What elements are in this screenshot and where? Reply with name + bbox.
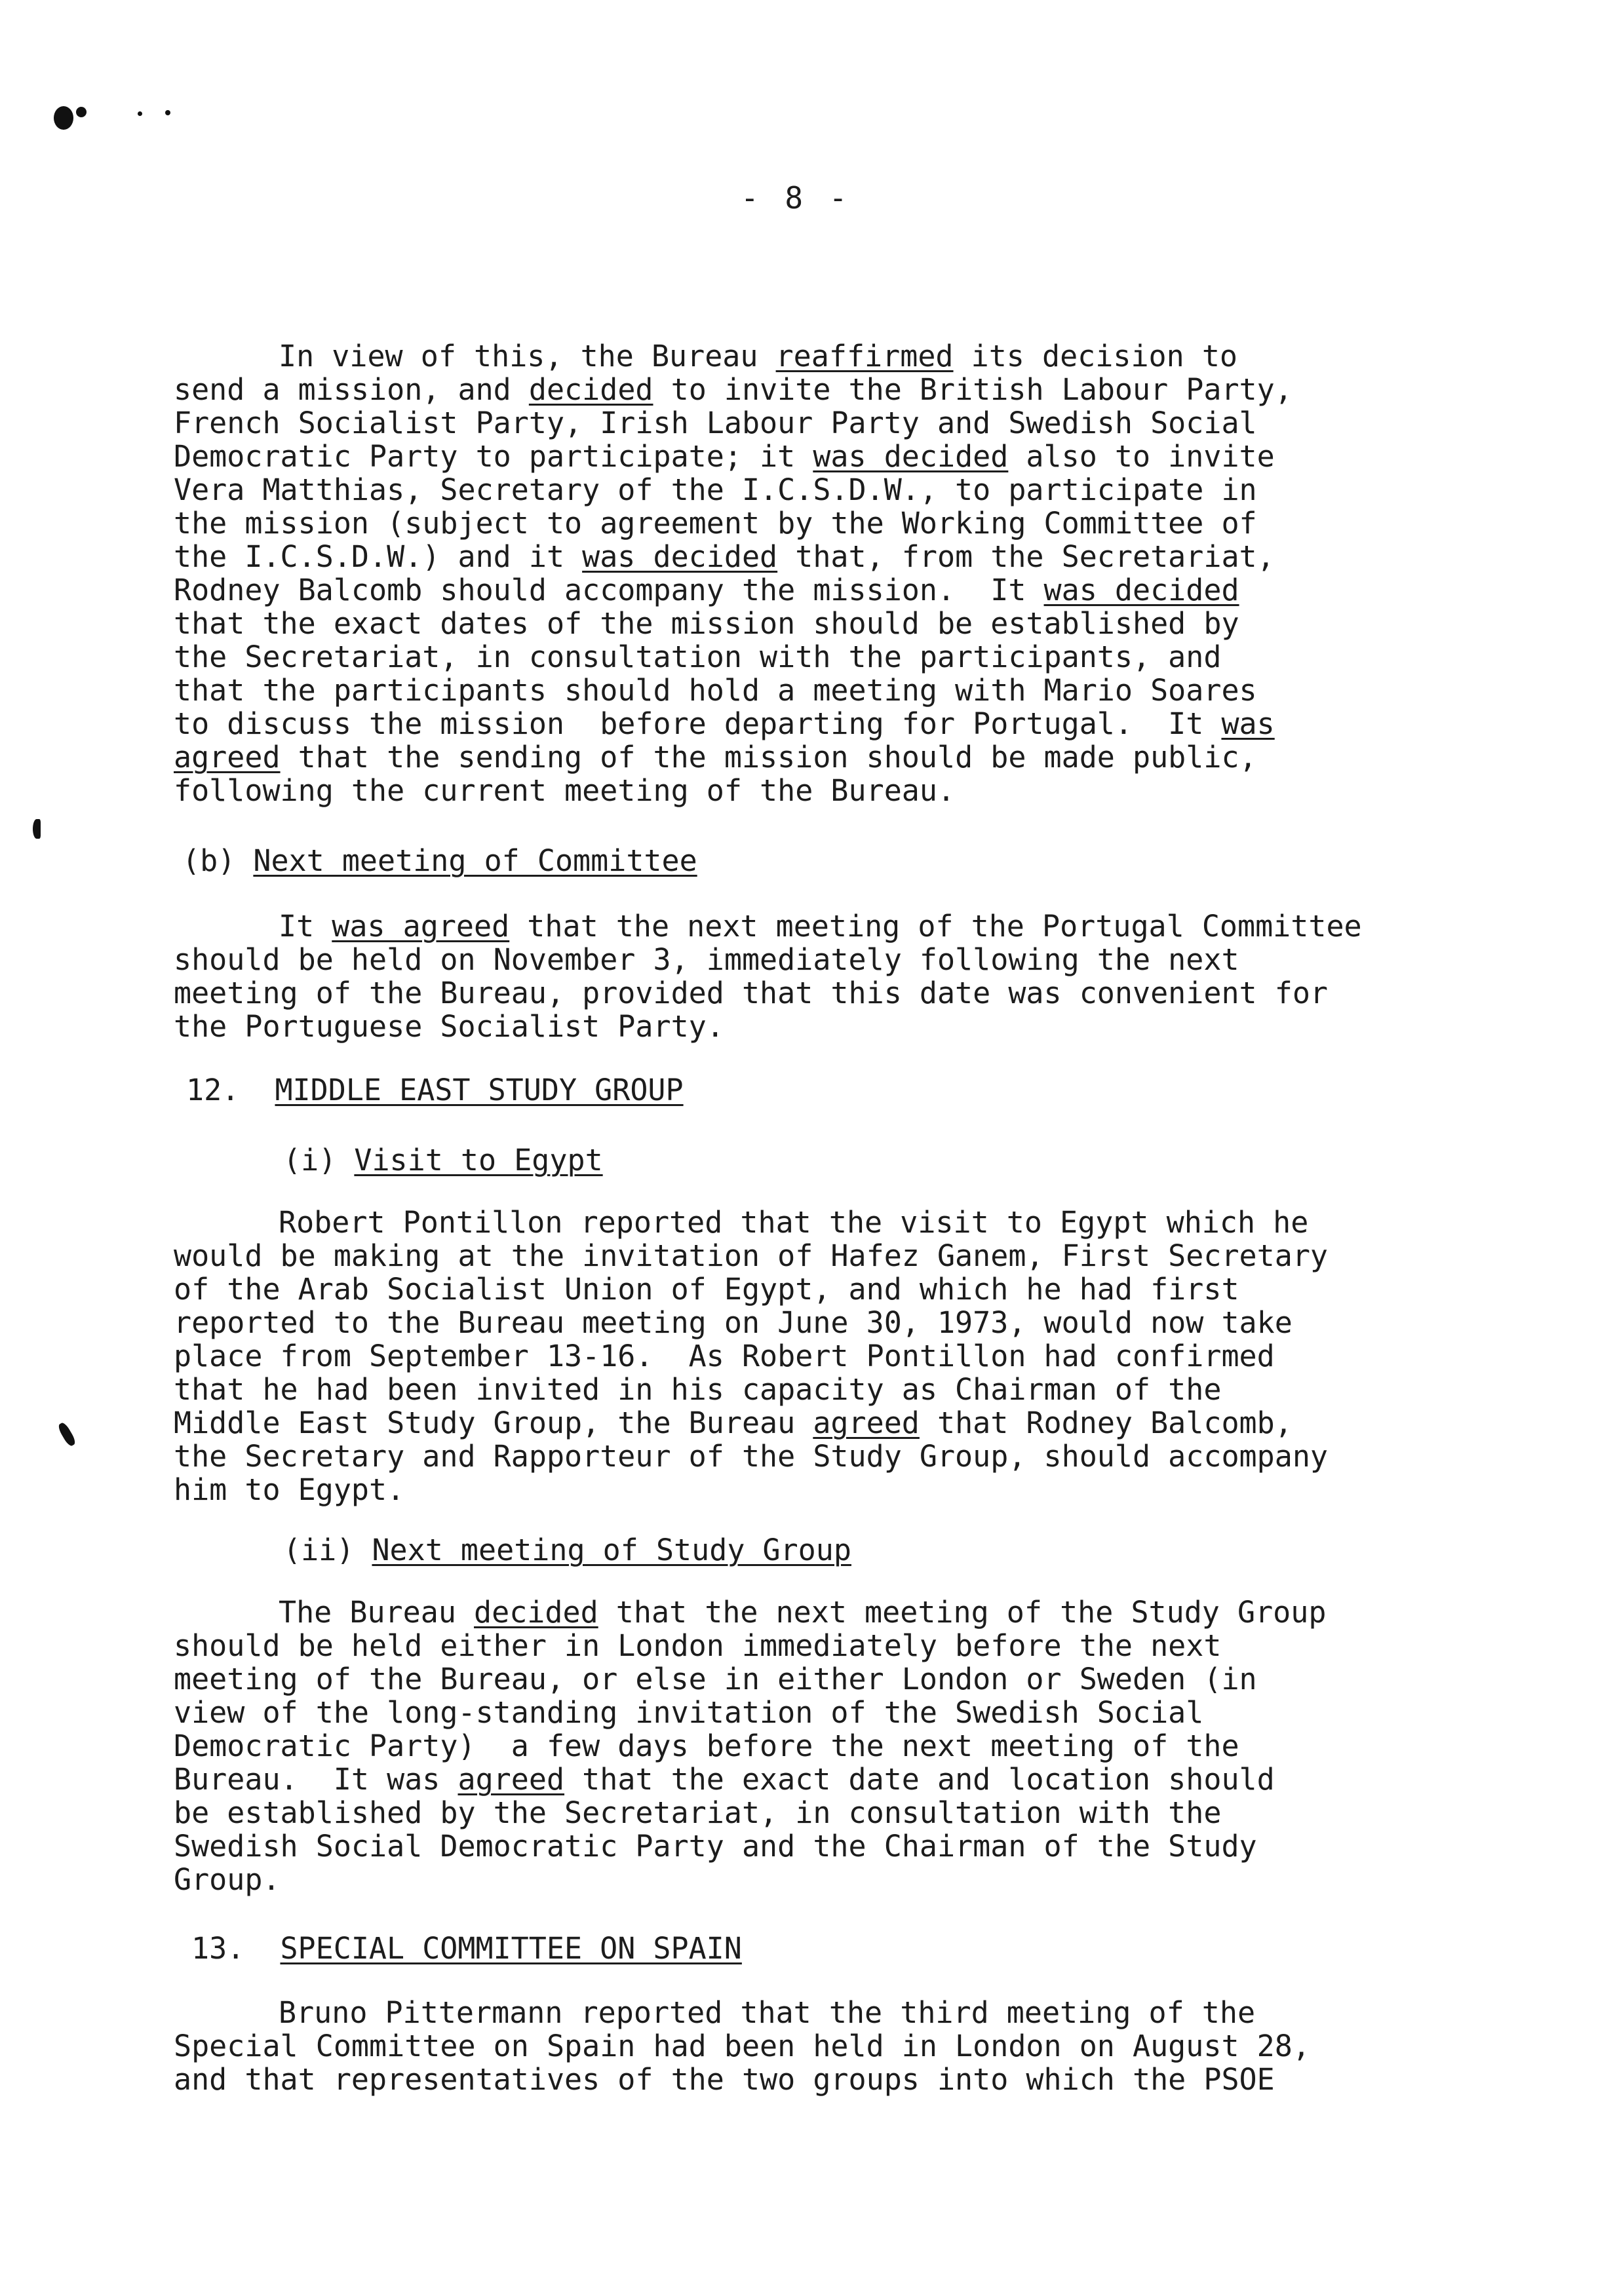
text-run: that he had been invited in his capacity as Chairman of the [174, 1372, 1222, 1407]
text-run: that, from the Secretariat, [777, 539, 1275, 574]
text-run: the I.C.S.D.W.) and it [174, 539, 583, 574]
text-line [174, 1996, 1485, 2029]
ink-speck-mark [165, 110, 170, 115]
text-run: Democratic Party) a few days before the next meeting of the [174, 1729, 1239, 1763]
underlined-text: Next meeting of Committee [253, 843, 697, 878]
underlined-text: agreed [457, 1762, 565, 1797]
paragraph-visit-to-egypt [174, 1206, 1485, 1506]
text-line [174, 1696, 1485, 1729]
text-run: The Bureau [279, 1595, 475, 1630]
text-line [174, 1763, 1485, 1796]
text-run: to invite the British Labour Party, [653, 372, 1293, 407]
text-line [174, 1339, 1485, 1373]
underlined-text: was decided [1043, 573, 1239, 607]
text-run: Robert Pontillon reported that the visit to Egypt which he [279, 1205, 1309, 1240]
text-line [174, 1863, 1485, 1896]
text-run: Group. [174, 1862, 281, 1897]
heading-middle-east-study-group [186, 1073, 684, 1107]
text-run: In view of this, the Bureau [279, 339, 776, 373]
text-line [174, 373, 1485, 406]
underlined-text: agreed [813, 1406, 920, 1440]
text-line [174, 674, 1485, 707]
text-run: the mission (subject to agreement by the Working Committee of [174, 506, 1257, 541]
underlined-text: was agreed [332, 909, 510, 944]
text-run: (i) [283, 1143, 355, 1177]
underlined-text: Visit to Egypt [354, 1143, 603, 1177]
paragraph-mission [174, 339, 1485, 807]
text-run: be established by the Secretariat, in consultation with the [174, 1795, 1222, 1830]
text-run: Vera Matthias, Secretary of the I.C.S.D.W., to participate in [174, 472, 1257, 507]
text-line [174, 1239, 1485, 1272]
text-run: that the exact dates of the mission should be established by [174, 606, 1239, 641]
page-number: - 8 - [741, 180, 851, 216]
text-line [174, 943, 1485, 976]
text-run: that the next meeting of the Study Group [598, 1595, 1327, 1630]
text-line [174, 339, 1485, 373]
text-run: that the participants should hold a meeting with Mario Soares [174, 673, 1257, 708]
underlined-text: SPECIAL COMMITTEE ON SPAIN [280, 1931, 742, 1966]
text-line [174, 1440, 1485, 1473]
text-run: send a mission, and [174, 372, 529, 407]
text-line [174, 640, 1485, 674]
text-run: place from September 13-16. As Robert Pontillon had confirmed [174, 1339, 1275, 1373]
underlined-text: was decided [813, 439, 1009, 474]
paragraph-study-group [174, 1596, 1485, 1896]
text-line [174, 1373, 1485, 1406]
paragraph-portugal-committee [174, 909, 1485, 1043]
underlined-text: reaffirmed [775, 339, 954, 373]
heading-visit-to-egypt [283, 1143, 603, 1177]
text-run: meeting of the Bureau, provided that this date was convenient for [174, 976, 1328, 1010]
text-line [174, 440, 1485, 473]
underlined-text: was [1221, 706, 1275, 741]
punch-hole-mark [33, 819, 41, 839]
underlined-text: Next meeting of Study Group [372, 1533, 851, 1567]
text-run: should be held either in London immediately before the next [174, 1628, 1222, 1663]
underlined-text: was decided [582, 539, 778, 574]
text-run: also to invite [1008, 439, 1275, 474]
underlined-text: decided [474, 1595, 598, 1630]
text-line [174, 1596, 1485, 1629]
heading-next-meeting-study-group [283, 1533, 851, 1567]
text-run: would be making at the invitation of Hafez Ganem, First Secretary [174, 1238, 1328, 1273]
text-run: to discuss the mission before departing for Portugal. It [174, 706, 1222, 741]
text-line [174, 1272, 1485, 1306]
text-run: Democratic Party to participate; it [174, 439, 813, 474]
text-line [174, 1829, 1485, 1863]
text-run: its decision to [953, 339, 1238, 373]
text-run: 12. [186, 1073, 275, 1107]
text-line [174, 2063, 1485, 2096]
text-line [174, 2029, 1485, 2063]
text-run: the Secretariat, in consultation with the participants, and [174, 640, 1222, 674]
text-line [174, 1406, 1485, 1440]
text-line [174, 1306, 1485, 1339]
heading-special-committee-spain [191, 1932, 742, 1965]
text-run: Rodney Balcomb should accompany the mission. It [174, 573, 1044, 607]
text-run: and that representatives of the two groups into which the PSOE [174, 2062, 1275, 2097]
text-line [174, 1662, 1485, 1696]
text-run: Swedish Social Democratic Party and the Chairman of the Study [174, 1829, 1257, 1864]
text-run: (ii) [283, 1533, 372, 1567]
underlined-text: decided [528, 372, 653, 407]
text-run: the Secretary and Rapporteur of the Study Group, should accompany [174, 1439, 1328, 1474]
text-run: the Portuguese Socialist Party. [174, 1009, 724, 1044]
text-line [174, 406, 1485, 440]
underlined-text: agreed [174, 740, 281, 775]
text-line [174, 540, 1485, 573]
text-run: Bruno Pittermann reported that the third meeting of the [279, 1995, 1256, 2030]
text-line [174, 1010, 1485, 1043]
heading-next-meeting-committee [182, 844, 697, 877]
text-line [174, 473, 1485, 507]
margin-mark [56, 1421, 77, 1447]
text-line [174, 1729, 1485, 1763]
text-line [174, 573, 1485, 607]
text-line [174, 707, 1485, 740]
text-run: It [279, 909, 332, 944]
text-run: that the sending of the mission should be made public, [280, 740, 1257, 775]
text-run: of the Arab Socialist Union of Egypt, and which he had first [174, 1272, 1239, 1307]
underlined-text: MIDDLE EAST STUDY GROUP [275, 1073, 684, 1107]
text-run: reported to the Bureau meeting on June 30, 1973, would now take [174, 1305, 1293, 1340]
text-run: Special Committee on Spain had been held in London on August 28, [174, 2029, 1310, 2063]
ink-speck-mark [138, 111, 142, 116]
text-line [174, 507, 1485, 540]
text-line [174, 740, 1485, 774]
text-line [174, 909, 1485, 943]
text-line [174, 607, 1485, 640]
text-run: that Rodney Balcomb, [919, 1406, 1293, 1440]
text-run: 13. [191, 1931, 281, 1966]
paragraph-special-committee-spain [174, 1996, 1485, 2096]
text-line [174, 976, 1485, 1010]
text-line [174, 1473, 1485, 1506]
text-run: French Socialist Party, Irish Labour Party and Swedish Social [174, 406, 1257, 440]
text-run: meeting of the Bureau, or else in either London or Sweden (in [174, 1662, 1257, 1696]
text-run: that the next meeting of the Portugal Committee [509, 909, 1362, 944]
text-line [174, 774, 1485, 807]
text-run: following the current meeting of the Bureau. [174, 773, 956, 808]
ink-blot-mark [76, 107, 87, 117]
text-run: view of the long-standing invitation of the Swedish Social [174, 1695, 1204, 1730]
text-line [174, 1206, 1485, 1239]
text-line [174, 1629, 1485, 1662]
text-run: Middle East Study Group, the Bureau [174, 1406, 813, 1440]
text-run: (b) [182, 843, 254, 878]
text-run: should be held on November 3, immediately following the next [174, 942, 1239, 977]
ink-blot-mark [54, 106, 73, 130]
text-run: that the exact date and location should [564, 1762, 1275, 1797]
text-run: Bureau. It was [174, 1762, 458, 1797]
text-run: him to Egypt. [174, 1472, 405, 1507]
text-line [174, 1796, 1485, 1829]
